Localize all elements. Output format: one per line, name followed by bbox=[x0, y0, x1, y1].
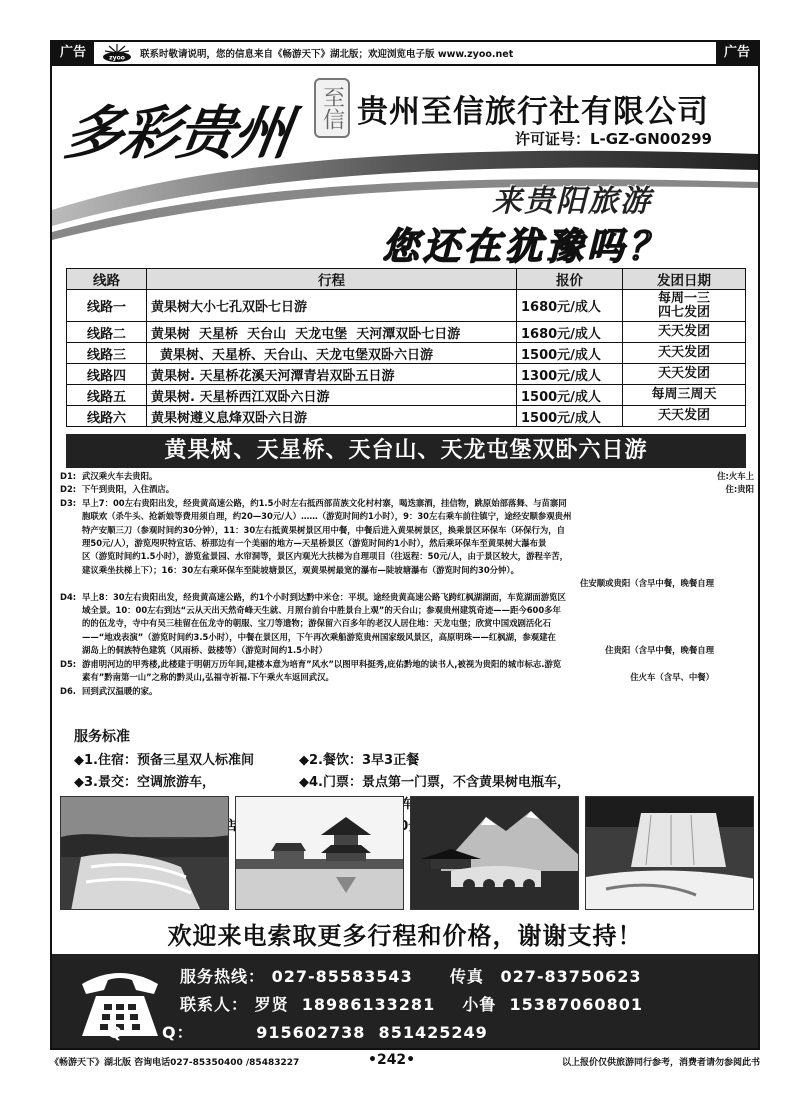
day-text bbox=[82, 658, 754, 685]
itinerary-day-1 bbox=[60, 470, 754, 483]
day-text-line: 建议乘坐扶梯上下）；16：30左右乘环保车至陡坡塘景区，观黄果树最宽的瀑布—陡坡塘瀑布（游览时间约30分钟）。 bbox=[82, 564, 519, 575]
route-price: 1680元/成人 bbox=[517, 290, 623, 322]
day-lodging: 住贵阳（含早中餐，晚餐自理 bbox=[605, 645, 714, 656]
zyoo-logo-icon bbox=[100, 43, 134, 63]
table-row bbox=[67, 322, 746, 343]
day-text-line: 早上8：30左右贵阳出发，经贵黄高速公路，约1个小时到达黔中米仓：平坝。途经贵黄高速公路飞跨红枫湖湖面，车览湖面游览区 bbox=[82, 591, 566, 602]
photo-waterfall bbox=[585, 796, 754, 910]
ad-tag-left: 广告 bbox=[52, 42, 94, 64]
table-row bbox=[67, 290, 746, 322]
route-line: 线路六 bbox=[67, 406, 147, 427]
qq-label: Q Q： bbox=[108, 1023, 194, 1042]
day-text-line: 湖岛上的侗族特色建筑（风雨桥、鼓楼等）（游览时间约1.5小时） bbox=[82, 645, 328, 656]
route-trip: 黄果树. 天星桥西江双卧六日游 bbox=[147, 385, 517, 406]
day-key: D6. bbox=[60, 685, 76, 696]
day-text-line: 域全景。10：00左右到达“云从天出天然奇峰天生就、月照台前台中胜景台上观”的天台山；参观贵州建筑奇迹——距今600多年 bbox=[82, 605, 561, 616]
photo-pagoda-lake bbox=[235, 796, 404, 910]
contact-line-hotline bbox=[180, 964, 642, 987]
route-date: 每周三周天 bbox=[623, 385, 746, 406]
route-price: 1680元/成人 bbox=[517, 322, 623, 343]
day-lodging: 住:火车上 bbox=[717, 471, 754, 481]
day-key: D3: bbox=[60, 497, 77, 508]
route-date: 天天发团 bbox=[623, 364, 746, 385]
route-line: 线路一 bbox=[67, 290, 147, 322]
day-lodging: 住安顺或贵阳（含早中餐，晚餐自理 bbox=[580, 578, 714, 589]
person-2: 小鲁 15387060801 bbox=[462, 995, 643, 1014]
footer-right: 以上报价仅供旅游同行参考，消费者请勿参阅此书 bbox=[561, 1058, 760, 1068]
service-item: ◆4.门票：景点第一门票，不含黄果树电瓶车， bbox=[299, 775, 570, 790]
day-key: D1: bbox=[60, 471, 77, 481]
day-text-line: 游甫明河边的甲秀楼,此楼建于明朝万历年间,建楼本意为培育”风水”以图甲科挺秀,庇佑黔地的读书人,被视为贵阳的城市标志.游览 bbox=[82, 658, 562, 669]
route-trip: 黄果树. 天星桥花溪天河潭青岩双卧五日游 bbox=[147, 364, 517, 385]
day-text: 武汉乘火车去贵阳。 bbox=[82, 471, 158, 481]
section-title: 黄果树、天星桥、天台山、天龙屯堡双卧六日游 bbox=[66, 434, 746, 468]
logo-word: zyoo bbox=[109, 54, 125, 62]
advertisement-page bbox=[50, 40, 760, 1050]
footer-left: 《畅游天下》湖北版 咨询电话027-85350400 /85483227 bbox=[50, 1058, 300, 1068]
hotline-number: 027-85583543 bbox=[271, 967, 413, 986]
day-text-line: 区（游览时间约1.5小时），游览盆景园、水帘洞等，景区内观光大扶梯为自理项目（往返程：50元/人，由于景区较大，游程辛苦， bbox=[82, 551, 568, 562]
hotline-label: 服务热线： bbox=[180, 967, 266, 986]
license-number: 许可证号：L-GZ-GN00299 bbox=[515, 130, 712, 148]
header-date: 发团日期 bbox=[623, 269, 746, 290]
route-price: 1300元/成人 bbox=[517, 364, 623, 385]
route-price: 1500元/成人 bbox=[517, 385, 623, 406]
header-line: 线路 bbox=[67, 269, 147, 290]
itinerary-day-2 bbox=[60, 483, 754, 496]
route-trip: 黄果树大小七孔双卧七日游 bbox=[147, 290, 517, 322]
itinerary bbox=[60, 470, 754, 698]
route-trip: 黄果树 天星桥 天台山 天龙屯堡 天河潭双卧七日游 bbox=[147, 322, 517, 343]
company-name: 贵州至信旅行社有限公司 bbox=[357, 94, 709, 130]
slogan-line-2: 您还在犹豫吗？ bbox=[382, 224, 669, 268]
ad-tag-right: 广告 bbox=[716, 42, 758, 64]
brush-title: 多彩贵州 bbox=[60, 99, 295, 167]
fax-number: 027-83750623 bbox=[500, 967, 642, 986]
route-date: 天天发团 bbox=[623, 322, 746, 343]
day-key: D4: bbox=[60, 591, 77, 602]
route-table-header bbox=[67, 269, 746, 290]
day-text-line: 胞联欢（杀牛头、抢新娘等费用须自理，约20—30元/人）……（游览时间约1小时），9：30左右乘车前往镇宁，途经安顺参观贵州 bbox=[82, 511, 572, 522]
route-line: 线路四 bbox=[67, 364, 147, 385]
photo-strip bbox=[60, 796, 754, 910]
route-trip: 黄果树遵义息烽双卧六日游 bbox=[147, 406, 517, 427]
hero-banner bbox=[52, 68, 758, 268]
route-date: 每周一三 四七发团 bbox=[623, 290, 746, 322]
contact-line-qq bbox=[108, 1020, 488, 1043]
fax-label: 传真 bbox=[449, 967, 484, 986]
qq-numbers: 915602738 851425249 bbox=[256, 1023, 488, 1042]
itinerary-day-6 bbox=[60, 685, 754, 698]
contact-band bbox=[52, 954, 758, 1050]
route-line: 线路二 bbox=[67, 322, 147, 343]
day-text-line: 早上7：00左右贵阳出发，经贵黄高速公路，约1.5小时左右抵西部苗族文化村村寨，喝迭寨酒，挂信物，跳原始部落舞、与苗寨同 bbox=[82, 497, 567, 508]
contact-line-person bbox=[180, 992, 643, 1015]
route-price: 1500元/成人 bbox=[517, 406, 623, 427]
day-text-line: 素有”黔南第一山”之称的黔灵山,弘福寺祈福.下午乘火车返回武汉。 bbox=[82, 672, 334, 683]
person-label: 联系人： bbox=[180, 995, 249, 1014]
table-row bbox=[67, 343, 746, 364]
table-row bbox=[67, 364, 746, 385]
day-key: D5: bbox=[60, 658, 77, 669]
service-item: ◆2.餐饮：3早3正餐 bbox=[299, 753, 420, 768]
day-text: 下午到贵阳，入住酒店。 bbox=[82, 484, 175, 495]
day-lodging: 住:贵阳 bbox=[725, 484, 754, 495]
slogan-line-1: 来贵阳旅游 bbox=[492, 184, 652, 219]
route-line: 线路三 bbox=[67, 343, 147, 364]
route-table bbox=[66, 268, 746, 427]
day-text-line: 的的伍龙寺，寺中有吴三桂留在伍龙寺的朝服、宝刀等遗物；游保留六百多年的老汉人居住地：天龙屯堡；欣赏中国戏剧活化石 bbox=[82, 618, 551, 629]
table-row bbox=[67, 406, 746, 427]
page-number: •242• bbox=[368, 1052, 416, 1068]
welcome-banner: 欢迎来电索取更多行程和价格，谢谢支持！ bbox=[167, 922, 643, 950]
header-price: 报价 bbox=[517, 269, 623, 290]
day-text-line: 理50元/人），游览咫呎特宣话、桥那边有一个美丽的地方—天星桥景区（游览时间约1小时），然后乘环保车至黄果树大瀑布景 bbox=[82, 538, 547, 549]
day-text-line: ——“地戏表演”（游览时间约3.5小时），中餐在景区用，下午再次乘船游览贵州国家级风景区，高原明珠——红枫湖，参观建在 bbox=[82, 631, 556, 642]
ad-header-text: 联系时敬请说明，您的信息来自《畅游天下》湖北版；欢迎浏览电子版 www.zyoo.net bbox=[140, 49, 514, 60]
day-text-line: 特产安顺三刀（参观时间约30分钟），11：30左右抵黄果树景区用中餐，中餐后进入黄果树景区，换乘景区环保车（环保行为，自 bbox=[82, 524, 566, 535]
table-row bbox=[67, 385, 746, 406]
ad-header-bar bbox=[52, 42, 758, 66]
itinerary-day-5 bbox=[60, 658, 754, 685]
day-key: D2: bbox=[60, 484, 77, 495]
day-text bbox=[82, 591, 754, 658]
itinerary-day-3 bbox=[60, 497, 754, 591]
service-item: ◆3.景交：空调旅游车， bbox=[74, 775, 215, 790]
company-seal: 至信 bbox=[314, 78, 350, 138]
day-text: 回到武汉温暖的家。 bbox=[82, 685, 158, 696]
page-footer bbox=[50, 1052, 760, 1070]
photo-waterfall-terraces bbox=[60, 796, 229, 910]
day-text bbox=[82, 497, 754, 591]
itinerary-day-4 bbox=[60, 591, 754, 658]
route-date: 天天发团 bbox=[623, 343, 746, 364]
header-trip: 行程 bbox=[147, 269, 517, 290]
photo-snow-mountain-pagoda bbox=[410, 796, 579, 910]
route-date: 天天发团 bbox=[623, 406, 746, 427]
day-lodging: 住火车（含早、中餐） bbox=[630, 672, 714, 683]
route-trip: 黄果树、天星桥、天台山、天龙屯堡双卧六日游 bbox=[147, 343, 517, 364]
route-line: 线路五 bbox=[67, 385, 147, 406]
service-item: ◆1.住宿：预备三星双人标准间 bbox=[74, 753, 254, 768]
person-1: 罗贤 18986133281 bbox=[254, 995, 436, 1014]
service-title: 服务标准 bbox=[74, 729, 130, 745]
route-price: 1500元/成人 bbox=[517, 343, 623, 364]
